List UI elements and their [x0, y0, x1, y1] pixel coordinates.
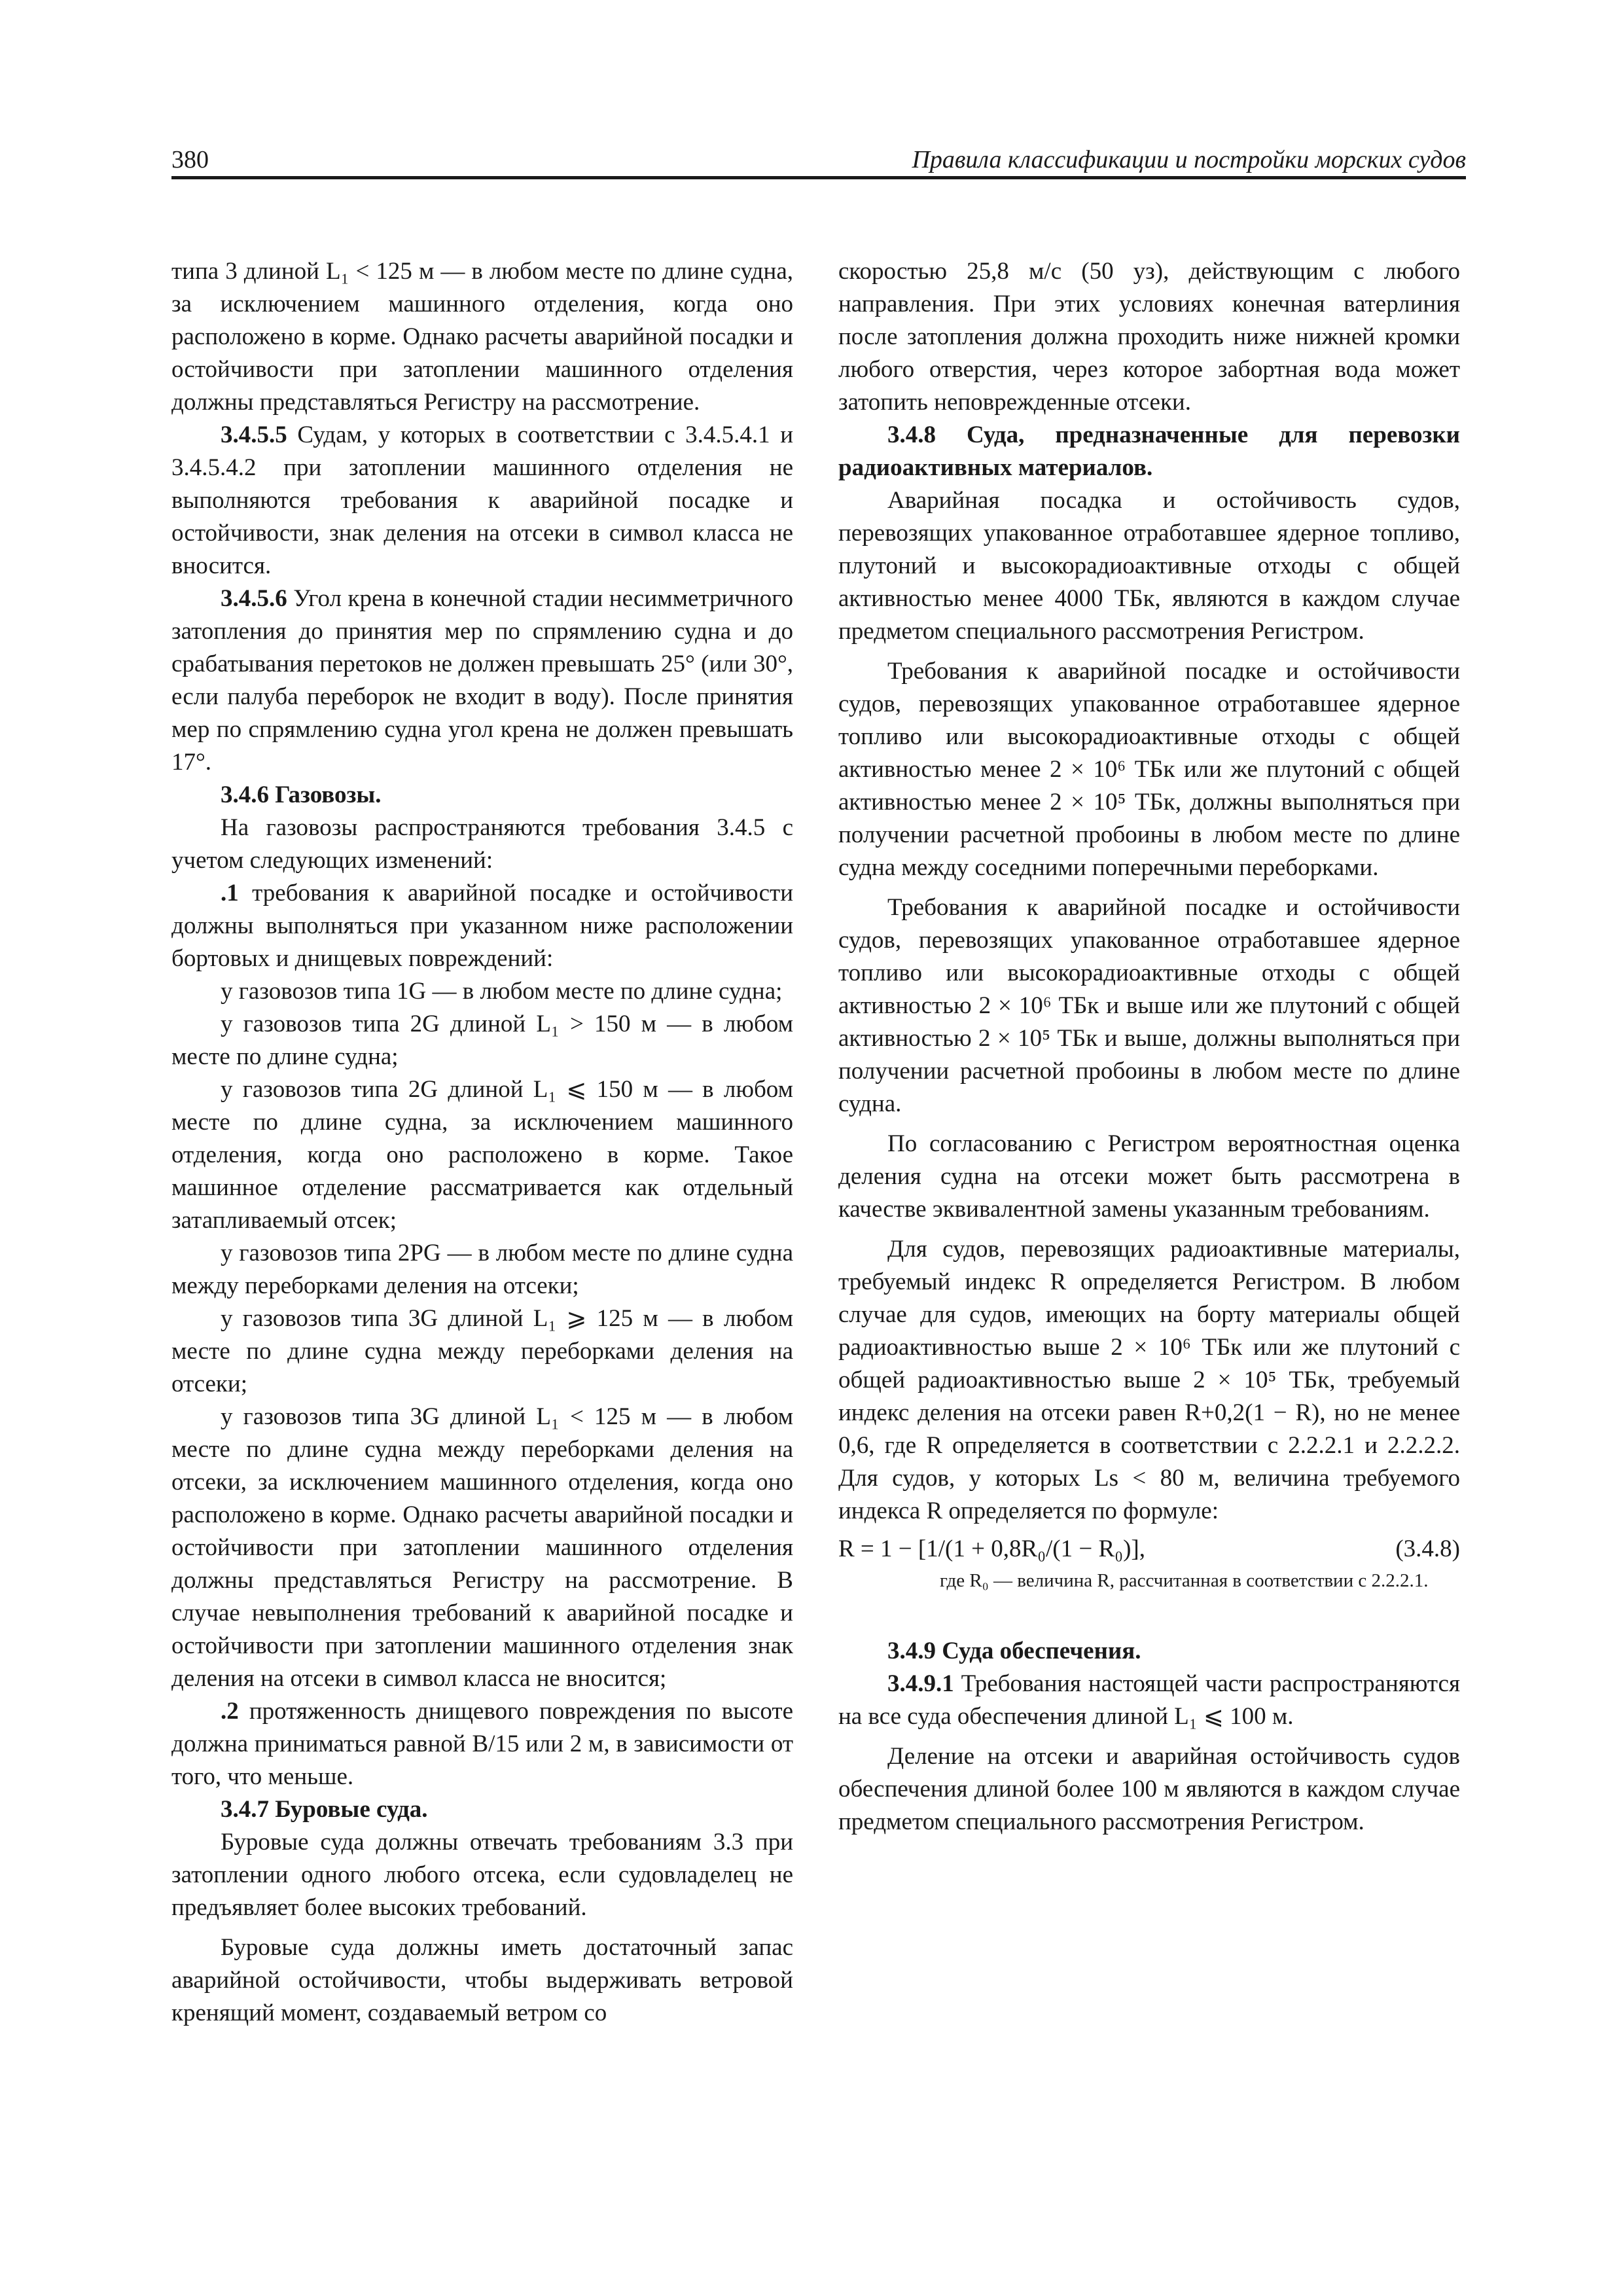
paragraph: По согласованию с Регистром вероятностная оценка деления судна на отсеки может быть рассмотрена в качестве эквивалентной замены указанным требованиям. — [838, 1130, 1460, 1223]
paragraph: Буровые суда должны иметь достаточный запас аварийной остойчивости, чтобы выдерживать ветровой кренящий момент, создаваемый ветром со — [171, 1934, 793, 2026]
formula-note: где R₀ — величина R, рассчитанная в соответствии с 2.2.2.1. — [940, 1570, 1429, 1591]
paragraph: у газовозов типа 2PG — в любом месте по длине судна между переборками деления на отсеки; — [171, 1240, 793, 1299]
clause-number: 3.4.5.6 — [221, 585, 287, 612]
item-number: .1 — [221, 880, 239, 906]
paragraph — [171, 1695, 793, 1793]
section-heading: 3.4.6 Газовозы. — [221, 781, 382, 808]
section-heading: 3.4.8 Суда, предназначенные для перевозки радиоактивных материалов. — [838, 422, 1460, 481]
header-rule — [171, 176, 1466, 179]
paragraph — [171, 419, 793, 583]
formula-expression: R = 1 − [1/(1 + 0,8R₀/(1 − R₀)], — [838, 1535, 1145, 1562]
paragraph: у газовозов типа 3G длиной L₁ ⩾ 125 м — в любом месте по длине судна между переборками деления на отсеки; — [171, 1305, 793, 1397]
paragraph — [171, 877, 793, 975]
paragraph: скоростью 25,8 м/с (50 уз), действующим с любого направления. При этих условиях конечная ватерлиния после затопления должна проходить ниже нижней кромки любого отверстия, через которое забортная вода может затопить неповрежденные отсеки. — [838, 258, 1460, 416]
item-text: протяженность днищевого повреждения по высоте должна приниматься равной B/15 или 2 м, в зависимости от того, что меньше. — [171, 1698, 793, 1790]
paragraph: у газовозов типа 2G длиной L₁ ⩽ 150 м — в любом месте по длине судна, за исключением машинного отделения, когда оно расположено в корме. Такое машинное отделение рассматривается как отдельный затапливаемый отсек; — [171, 1076, 793, 1234]
clause-text: Угол крена в конечной стадии несимметричного затопления до принятия мер по спрямлению судна и до срабатывания перетоков не должен превышать 25° (или 30°, если палуба переборок не входит в воду). После принятия мер по спрямлению судна угол крена не должен превышать 17°. — [171, 585, 793, 776]
section-heading: 3.4.9 Суда обеспечения. — [887, 1638, 1141, 1664]
paragraph: типа 3 длиной L₁ < 125 м — в любом месте по длине судна, за исключением машинного отделения, когда оно расположено в корме. Однако расчеты аварийной посадки и остойчивости при затоплении машинного отделения должны представляться Регистру на рассмотрение. — [171, 258, 793, 416]
running-title: Правила классификации и постройки морских судов — [912, 146, 1466, 173]
paragraph: Буровые суда должны отвечать требованиям 3.3 при затоплении одного любого отсека, если судовладелец не предъявляет более высоких требований. — [171, 1829, 793, 1921]
paragraph: у газовозов типа 2G длиной L₁ > 150 м — в любом месте по длине судна; — [171, 1011, 793, 1070]
right-column — [838, 255, 1460, 1839]
page-number: 380 — [171, 146, 209, 173]
clause-number: 3.4.5.5 — [221, 422, 287, 448]
item-number: .2 — [221, 1698, 239, 1725]
paragraph: Для судов, перевозящих радиоактивные материалы, требуемый индекс R определяется Регистром. В любом случае для судов, имеющих на борту материалы общей радиоактивностью выше 2 × 10⁶ ТБк или же плутоний с общей радиоактивностью выше 2 × 10⁵ ТБк, требуемый индекс деления на отсеки равен R+0,2(1 − R), но не менее 0,6, где R определяется в соответствии с 2.2.2.1 и 2.2.2.2. Для судов, у которых Ls < 80 м, величина требуемого индекса R определяется по формуле: — [838, 1236, 1460, 1524]
left-column — [171, 255, 793, 2030]
clause-text: Требования настоящей части распространяются на все суда обеспечения длиной L₁ ⩽ 100 м. — [838, 1670, 1460, 1730]
paragraph: Требования к аварийной посадке и остойчивости судов, перевозящих упакованное отработавшее ядерное топливо или высокорадиоактивные отходы с общей активностью 2 × 10⁶ ТБк и выше или же плутоний с общей активностью 2 × 10⁵ ТБк и выше, должны выполняться при получении расчетной пробоины в любом месте по длине судна. — [838, 894, 1460, 1117]
section-heading: 3.4.7 Буровые суда. — [221, 1796, 428, 1823]
clause-number: 3.4.9.1 — [887, 1670, 954, 1697]
clause-text: Судам, у которых в соответствии с 3.4.5.4.1 и 3.4.5.4.2 при затоплении машинного отделения не выполняются требования к аварийной посадке и остойчивости, знак деления на отсеки в символ класса не вносится. — [171, 422, 793, 579]
item-text: требования к аварийной посадке и остойчивости должны выполняться при указанном ниже расположении бортовых и днищевых повреждений: — [171, 880, 793, 972]
paragraph: у газовозов типа 1G — в любом месте по длине судна; — [221, 978, 783, 1005]
paragraph: у газовозов типа 3G длиной L₁ < 125 м — в любом месте по длине судна между переборками деления на отсеки, за исключением машинного отделения, когда оно расположено в корме. Однако расчеты аварийной посадки и остойчивости при затоплении машинного отделения должны представляться Регистру на рассмотрение. В случае невыполнения требований к аварийной посадке и остойчивости при затоплении машинного отделения знак деления на отсеки в символ класса не вносится; — [171, 1403, 793, 1692]
formula — [838, 1533, 1460, 1566]
paragraph: Требования к аварийной посадке и остойчивости судов, перевозящих упакованное отработавшее ядерное топливо или высокорадиоактивные отходы с общей активностью менее 2 × 10⁶ ТБк или же плутоний с общей активностью менее 2 × 10⁵ ТБк, должны выполняться при получении расчетной пробоины в любом месте по длине судна между соседними поперечными переборками. — [838, 658, 1460, 881]
paragraph — [171, 583, 793, 779]
equation-number: (3.4.8) — [1395, 1535, 1460, 1562]
paragraph: Аварийная посадка и остойчивость судов, перевозящих упакованное отработавшее ядерное топливо, плутоний и высокорадиоактивные отходы с общей активностью менее 4000 ТБк, являются в каждом случае предметом специального рассмотрения Регистром. — [838, 487, 1460, 645]
paragraph: Деление на отсеки и аварийная остойчивость судов обеспечения длиной более 100 м являются в каждом случае предметом специального рассмотрения Регистром. — [838, 1743, 1460, 1835]
paragraph — [838, 1668, 1460, 1733]
page-header — [171, 145, 1466, 178]
paragraph: На газовозы распространяются требования 3.4.5 с учетом следующих изменений: — [171, 814, 793, 874]
